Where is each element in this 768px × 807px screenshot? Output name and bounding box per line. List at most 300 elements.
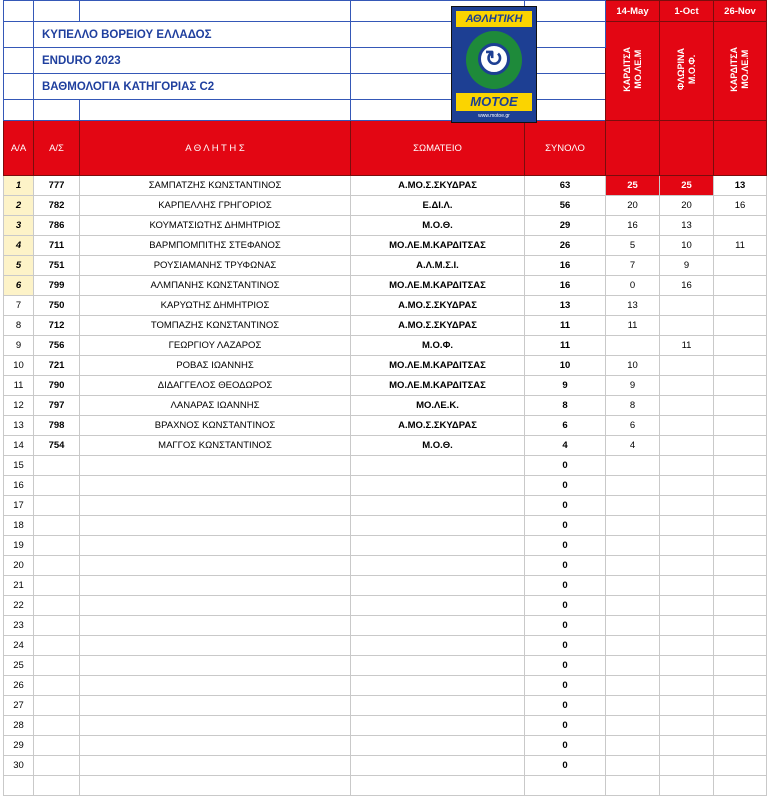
rank-cell: 1 <box>4 176 34 196</box>
event-2-points-cell: 13 <box>660 216 714 236</box>
event-1-points-cell: 9 <box>606 376 660 396</box>
club-cell <box>351 496 525 516</box>
rank-cell: 13 <box>4 416 34 436</box>
motoe-logo <box>451 6 537 123</box>
athlete-name-cell: ΑΛΜΠΑΝΗΣ ΚΩΝΣΤΑΝΤΙΝΟΣ <box>80 276 351 296</box>
bib-number-cell <box>34 456 80 476</box>
rank-cell: 29 <box>4 736 34 756</box>
club-cell <box>351 556 525 576</box>
rank-cell: 7 <box>4 296 34 316</box>
event-3-points-cell <box>714 396 767 416</box>
club-cell <box>351 716 525 736</box>
event-1-points-cell <box>606 476 660 496</box>
event-2-points-cell <box>660 456 714 476</box>
event-3-points-cell <box>714 376 767 396</box>
bib-number-cell <box>34 496 80 516</box>
table-row <box>4 396 767 416</box>
club-cell <box>351 516 525 536</box>
event-2-points-cell <box>660 636 714 656</box>
bib-number-cell <box>34 556 80 576</box>
bib-number-cell: 712 <box>34 316 80 336</box>
bib-number-cell <box>34 516 80 536</box>
event-3-points-cell <box>714 576 767 596</box>
total-points-cell: 0 <box>525 496 606 516</box>
club-cell: Α.ΜΟ.Σ.ΣΚΥΔΡΑΣ <box>351 316 525 336</box>
event-3-points-cell: 13 <box>714 176 767 196</box>
athlete-name-cell <box>80 456 351 476</box>
event-3-points-cell <box>714 756 767 776</box>
col-header-athlete: Α Θ Λ Η Τ Η Σ <box>80 121 351 176</box>
table-row <box>4 696 767 716</box>
total-points-cell: 0 <box>525 456 606 476</box>
club-cell: Α.Λ.Μ.Σ.Ι. <box>351 256 525 276</box>
event-3-points-cell: 11 <box>714 236 767 256</box>
event-2-points-cell: 20 <box>660 196 714 216</box>
club-cell <box>351 596 525 616</box>
total-points-cell: 0 <box>525 556 606 576</box>
club-cell <box>351 656 525 676</box>
club-cell: Μ.Ο.Θ. <box>351 436 525 456</box>
event-2-points-cell <box>660 556 714 576</box>
total-points-cell: 6 <box>525 416 606 436</box>
club-cell: ΜΟ.ΛΕ.Μ.ΚΑΡΔΙΤΣΑΣ <box>351 356 525 376</box>
table-row <box>4 336 767 356</box>
athlete-name-cell: ΒΡΑΧΝΟΣ ΚΩΝΣΤΑΝΤΙΝΟΣ <box>80 416 351 436</box>
total-points-cell: 11 <box>525 316 606 336</box>
event-3-points-cell <box>714 556 767 576</box>
event-2-points-cell <box>660 616 714 636</box>
rank-cell: 14 <box>4 436 34 456</box>
club-cell: ΜΟ.ΛΕ.Μ.ΚΑΡΔΙΤΣΑΣ <box>351 376 525 396</box>
event-2-points-cell: 10 <box>660 236 714 256</box>
bib-number-cell <box>34 756 80 776</box>
logo-word: ΜΟΤΟΕ <box>456 93 532 111</box>
bib-number-cell: 750 <box>34 296 80 316</box>
table-row <box>4 576 767 596</box>
club-cell <box>351 576 525 596</box>
total-points-cell: 0 <box>525 696 606 716</box>
club-cell <box>351 616 525 636</box>
event-2-points-cell <box>660 376 714 396</box>
event-1-points-cell: 7 <box>606 256 660 276</box>
event-1-points-cell <box>606 336 660 356</box>
rank-cell: 30 <box>4 756 34 776</box>
rank-cell: 15 <box>4 456 34 476</box>
event-3-points-cell <box>714 276 767 296</box>
athlete-name-cell <box>80 476 351 496</box>
total-points-cell: 29 <box>525 216 606 236</box>
event-2-points-cell <box>660 536 714 556</box>
event-2-points-cell <box>660 676 714 696</box>
event-1-points-cell: 6 <box>606 416 660 436</box>
athlete-name-cell <box>80 576 351 596</box>
table-row <box>4 376 767 396</box>
club-cell <box>351 476 525 496</box>
athlete-name-cell <box>80 496 351 516</box>
event-venue-3: ΚΑΡΔΙΤΣΑ ΜΟ.ΛΕ.Μ <box>714 22 767 121</box>
athlete-name-cell <box>80 736 351 756</box>
event-3-points-cell <box>714 736 767 756</box>
event-2-points-cell <box>660 756 714 776</box>
rank-cell: 10 <box>4 356 34 376</box>
athlete-name-cell <box>80 696 351 716</box>
table-row <box>4 476 767 496</box>
table-row <box>4 676 767 696</box>
event-3-points-cell: 16 <box>714 196 767 216</box>
total-points-cell: 0 <box>525 656 606 676</box>
athlete-name-cell <box>80 516 351 536</box>
event-1-points-cell <box>606 716 660 736</box>
event-1-points-cell <box>606 776 660 796</box>
total-points-cell <box>525 776 606 796</box>
event-1-points-cell: 13 <box>606 296 660 316</box>
table-row <box>4 536 767 556</box>
event-3-points-cell <box>714 436 767 456</box>
event-2-points-cell: 25 <box>660 176 714 196</box>
club-cell: ΜΟ.ΛΕ.Κ. <box>351 396 525 416</box>
event-3-points-cell <box>714 536 767 556</box>
rank-cell: 18 <box>4 516 34 536</box>
event-2-points-cell <box>660 476 714 496</box>
event-3-points-cell <box>714 716 767 736</box>
event-3-points-cell <box>714 296 767 316</box>
rank-cell: 20 <box>4 556 34 576</box>
bib-number-cell: 799 <box>34 276 80 296</box>
event-1-points-cell <box>606 676 660 696</box>
athlete-name-cell: ΚΟΥΜΑΤΣΙΩΤΗΣ ΔΗΜΗΤΡΙΟΣ <box>80 216 351 236</box>
event-2-points-cell <box>660 596 714 616</box>
bib-number-cell: 754 <box>34 436 80 456</box>
bib-number-cell <box>34 696 80 716</box>
rank-cell: 21 <box>4 576 34 596</box>
rank-cell: 2 <box>4 196 34 216</box>
table-row <box>4 216 767 236</box>
event-2-points-cell <box>660 696 714 716</box>
club-cell: Μ.Ο.Θ. <box>351 216 525 236</box>
bib-number-cell: 798 <box>34 416 80 436</box>
event-2-points-cell <box>660 436 714 456</box>
table-row <box>4 236 767 256</box>
event-1-points-cell: 11 <box>606 316 660 336</box>
event-date-1: 14-May <box>606 1 660 22</box>
event-1-points-cell <box>606 576 660 596</box>
rank-cell: 11 <box>4 376 34 396</box>
athlete-name-cell <box>80 536 351 556</box>
event-venue-2: ΦΛΩΡΙΝΑ Μ.Ο.Φ. <box>660 22 714 121</box>
event-2-points-cell <box>660 516 714 536</box>
athlete-name-cell: ΚΑΡΥΩΤΗΣ ΔΗΜΗΤΡΙΟΣ <box>80 296 351 316</box>
rank-cell: 12 <box>4 396 34 416</box>
total-points-cell: 0 <box>525 676 606 696</box>
event-1-points-cell <box>606 596 660 616</box>
event-1-points-cell <box>606 456 660 476</box>
event-2-points-cell <box>660 716 714 736</box>
athlete-name-cell <box>80 776 351 796</box>
athlete-name-cell <box>80 756 351 776</box>
bib-number-cell <box>34 536 80 556</box>
athlete-name-cell: ΡΟΥΣΙΑΜΑΝΗΣ ΤΡΥΦΩΝΑΣ <box>80 256 351 276</box>
event-1-points-cell: 20 <box>606 196 660 216</box>
total-points-cell: 0 <box>525 616 606 636</box>
event-date-2: 1-Oct <box>660 1 714 22</box>
event-3-points-cell <box>714 696 767 716</box>
table-row <box>4 316 767 336</box>
bib-number-cell: 797 <box>34 396 80 416</box>
athlete-name-cell <box>80 636 351 656</box>
logo-url: www.motoe.gr <box>478 113 510 119</box>
total-points-cell: 0 <box>525 636 606 656</box>
club-cell <box>351 696 525 716</box>
bib-number-cell <box>34 476 80 496</box>
rank-cell: 19 <box>4 536 34 556</box>
event-1-points-cell <box>606 736 660 756</box>
rank-cell: 3 <box>4 216 34 236</box>
total-points-cell: 0 <box>525 756 606 776</box>
table-row <box>4 276 767 296</box>
athlete-name-cell <box>80 596 351 616</box>
title-line-1: ΚΥΠΕΛΛΟ ΒΟΡΕΙΟΥ ΕΛΛΑΔΟΣ <box>34 22 351 48</box>
total-points-cell: 16 <box>525 276 606 296</box>
athlete-name-cell <box>80 676 351 696</box>
event-2-points-cell <box>660 416 714 436</box>
rank-cell: 17 <box>4 496 34 516</box>
table-row <box>4 716 767 736</box>
event-1-points-cell: 16 <box>606 216 660 236</box>
athlete-name-cell: ΜΑΓΓΟΣ ΚΩΝΣΤΑΝΤΙΝΟΣ <box>80 436 351 456</box>
rank-cell: 22 <box>4 596 34 616</box>
club-cell <box>351 736 525 756</box>
total-points-cell: 0 <box>525 736 606 756</box>
athlete-name-cell: ΛΑΝΑΡΑΣ ΙΩΑΝΝΗΣ <box>80 396 351 416</box>
event-1-points-cell <box>606 756 660 776</box>
event-2-points-cell <box>660 736 714 756</box>
table-row <box>4 456 767 476</box>
event-1-points-cell <box>606 516 660 536</box>
total-points-cell: 0 <box>525 716 606 736</box>
event-1-points-cell: 10 <box>606 356 660 376</box>
title-line-2: ENDURO 2023 <box>34 48 351 74</box>
rank-cell: 26 <box>4 676 34 696</box>
rank-cell <box>4 776 34 796</box>
club-cell: ΜΟ.ΛΕ.Μ.ΚΑΡΔΙΤΣΑΣ <box>351 236 525 256</box>
table-row <box>4 416 767 436</box>
athlete-name-cell: ΒΑΡΜΠΟΜΠΙΤΗΣ ΣΤΕΦΑΝΟΣ <box>80 236 351 256</box>
refresh-arrow-icon: ↻ <box>478 43 510 75</box>
event-3-points-cell <box>714 596 767 616</box>
club-cell <box>351 756 525 776</box>
event-3-points-cell <box>714 256 767 276</box>
club-cell: Ε.ΔΙ.Λ. <box>351 196 525 216</box>
table-row <box>4 296 767 316</box>
logo-top-text: ΑΘΛΗΤΙΚΗ <box>456 11 532 27</box>
event-1-points-cell <box>606 536 660 556</box>
athlete-name-cell: ΓΕΩΡΓΙΟΥ ΛΑΖΑΡΟΣ <box>80 336 351 356</box>
col-header-club: ΣΩΜΑΤΕΙΟ <box>351 121 525 176</box>
total-points-cell: 13 <box>525 296 606 316</box>
club-cell: ΜΟ.ΛΕ.Μ.ΚΑΡΔΙΤΣΑΣ <box>351 276 525 296</box>
event-1-points-cell: 0 <box>606 276 660 296</box>
athlete-name-cell: ΣΑΜΠΑΤΖΗΣ ΚΩΝΣΤΑΝΤΙΝΟΣ <box>80 176 351 196</box>
table-row <box>4 436 767 456</box>
event-1-points-cell: 4 <box>606 436 660 456</box>
club-cell: Α.ΜΟ.Σ.ΣΚΥΔΡΑΣ <box>351 416 525 436</box>
event-2-points-cell: 16 <box>660 276 714 296</box>
event-3-points-cell <box>714 356 767 376</box>
bib-number-cell <box>34 596 80 616</box>
athlete-name-cell <box>80 716 351 736</box>
event-2-points-cell <box>660 356 714 376</box>
rank-cell: 25 <box>4 656 34 676</box>
rank-cell: 6 <box>4 276 34 296</box>
rank-cell: 8 <box>4 316 34 336</box>
total-points-cell: 16 <box>525 256 606 276</box>
club-cell: Α.ΜΟ.Σ.ΣΚΥΔΡΑΣ <box>351 296 525 316</box>
bib-number-cell: 786 <box>34 216 80 236</box>
bib-number-cell: 751 <box>34 256 80 276</box>
standings-table <box>3 0 767 796</box>
bib-number-cell: 721 <box>34 356 80 376</box>
bib-number-cell <box>34 776 80 796</box>
event-1-points-cell <box>606 636 660 656</box>
total-points-cell: 56 <box>525 196 606 216</box>
rank-cell: 16 <box>4 476 34 496</box>
event-2-points-cell <box>660 576 714 596</box>
event-2-points-cell <box>660 496 714 516</box>
event-3-points-cell <box>714 476 767 496</box>
logo-emblem <box>466 31 522 89</box>
event-1-points-cell <box>606 496 660 516</box>
total-points-cell: 4 <box>525 436 606 456</box>
event-2-points-cell: 9 <box>660 256 714 276</box>
bib-number-cell: 790 <box>34 376 80 396</box>
total-points-cell: 0 <box>525 516 606 536</box>
bib-number-cell <box>34 676 80 696</box>
total-points-cell: 10 <box>525 356 606 376</box>
event-3-points-cell <box>714 776 767 796</box>
event-venue-1: ΚΑΡΔΙΤΣΑ ΜΟ.ΛΕ.Μ <box>606 22 660 121</box>
total-points-cell: 63 <box>525 176 606 196</box>
rank-cell: 24 <box>4 636 34 656</box>
table-row <box>4 356 767 376</box>
club-cell <box>351 676 525 696</box>
bib-number-cell <box>34 716 80 736</box>
event-1-points-cell <box>606 696 660 716</box>
total-points-cell: 26 <box>525 236 606 256</box>
rank-cell: 9 <box>4 336 34 356</box>
athlete-name-cell: ΔΙΔΑΓΓΕΛΟΣ ΘΕΟΔΩΡΟΣ <box>80 376 351 396</box>
athlete-name-cell: ΤΟΜΠΑΖΗΣ ΚΩΝΣΤΑΝΤΙΝΟΣ <box>80 316 351 336</box>
event-1-points-cell <box>606 616 660 636</box>
event-2-points-cell <box>660 296 714 316</box>
rank-cell: 23 <box>4 616 34 636</box>
table-row <box>4 596 767 616</box>
club-cell <box>351 636 525 656</box>
col-header-aa: Α/Α <box>4 121 34 176</box>
event-1-points-cell <box>606 656 660 676</box>
event-3-points-cell <box>714 496 767 516</box>
table-row <box>4 636 767 656</box>
total-points-cell: 0 <box>525 536 606 556</box>
event-2-points-cell <box>660 396 714 416</box>
event-3-points-cell <box>714 456 767 476</box>
club-cell: Α.ΜΟ.Σ.ΣΚΥΔΡΑΣ <box>351 176 525 196</box>
club-cell <box>351 456 525 476</box>
event-2-points-cell <box>660 776 714 796</box>
event-1-points-cell: 8 <box>606 396 660 416</box>
total-points-cell: 8 <box>525 396 606 416</box>
club-cell <box>351 776 525 796</box>
table-row <box>4 556 767 576</box>
bib-number-cell: 777 <box>34 176 80 196</box>
club-cell: Μ.Ο.Φ. <box>351 336 525 356</box>
event-1-points-cell: 5 <box>606 236 660 256</box>
table-row <box>4 776 767 796</box>
event-2-points-cell <box>660 656 714 676</box>
event-3-points-cell <box>714 216 767 236</box>
total-points-cell: 0 <box>525 576 606 596</box>
event-3-points-cell <box>714 656 767 676</box>
event-date-3: 26-Nov <box>714 1 767 22</box>
event-3-points-cell <box>714 636 767 656</box>
rank-cell: 5 <box>4 256 34 276</box>
athlete-name-cell <box>80 656 351 676</box>
event-1-points-cell <box>606 556 660 576</box>
event-3-points-cell <box>714 616 767 636</box>
total-points-cell: 0 <box>525 476 606 496</box>
table-row <box>4 176 767 196</box>
athlete-name-cell <box>80 616 351 636</box>
rank-cell: 28 <box>4 716 34 736</box>
event-2-points-cell: 11 <box>660 336 714 356</box>
event-3-points-cell <box>714 316 767 336</box>
total-points-cell: 11 <box>525 336 606 356</box>
club-cell <box>351 536 525 556</box>
rank-cell: 4 <box>4 236 34 256</box>
bib-number-cell: 756 <box>34 336 80 356</box>
total-points-cell: 0 <box>525 596 606 616</box>
event-3-points-cell <box>714 676 767 696</box>
table-row <box>4 756 767 776</box>
athlete-name-cell: ΡΟΒΑΣ ΙΩΑΝΝΗΣ <box>80 356 351 376</box>
title-line-3: ΒΑΘΜΟΛΟΓΙΑ ΚΑΤΗΓΟΡΙΑΣ C2 <box>34 74 351 100</box>
event-3-points-cell <box>714 336 767 356</box>
athlete-name-cell: ΚΑΡΠΕΛΛΗΣ ΓΡΗΓΟΡΙΟΣ <box>80 196 351 216</box>
athlete-name-cell <box>80 556 351 576</box>
bib-number-cell: 711 <box>34 236 80 256</box>
table-row <box>4 516 767 536</box>
event-3-points-cell <box>714 416 767 436</box>
table-row <box>4 736 767 756</box>
bib-number-cell <box>34 616 80 636</box>
total-points-cell: 9 <box>525 376 606 396</box>
event-2-points-cell <box>660 316 714 336</box>
table-row <box>4 656 767 676</box>
col-header-total: ΣΥΝΟΛΟ <box>525 121 606 176</box>
table-row <box>4 616 767 636</box>
table-row <box>4 496 767 516</box>
col-header-as: Α/Σ <box>34 121 80 176</box>
bib-number-cell <box>34 736 80 756</box>
bib-number-cell <box>34 656 80 676</box>
rank-cell: 27 <box>4 696 34 716</box>
event-1-points-cell: 25 <box>606 176 660 196</box>
bib-number-cell <box>34 636 80 656</box>
event-3-points-cell <box>714 516 767 536</box>
table-row <box>4 256 767 276</box>
bib-number-cell <box>34 576 80 596</box>
table-row <box>4 196 767 216</box>
bib-number-cell: 782 <box>34 196 80 216</box>
